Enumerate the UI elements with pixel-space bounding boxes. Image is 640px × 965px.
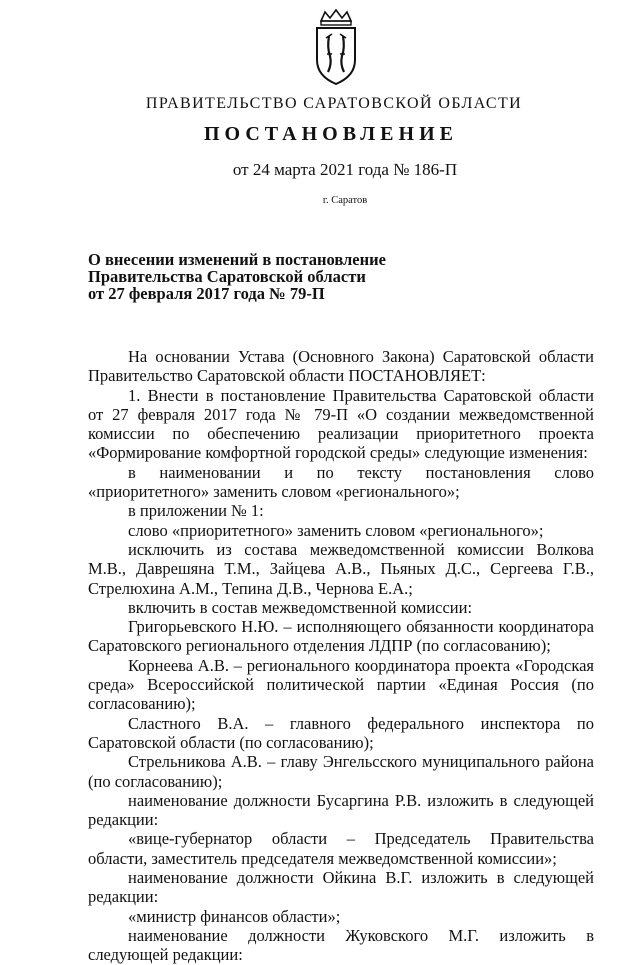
body-paragraph: «вице-губернатор области – Председатель Правительства области, заместитель председателя межведомственной комиссии»; <box>88 829 594 868</box>
city-name: г. Саратов <box>322 195 368 206</box>
body-paragraph: Сластного В.А. – главного федерального инспектора по Саратовской области (по согласованию); <box>88 713 594 752</box>
body-paragraph: включить в состав межведомственной комиссии: <box>128 597 473 617</box>
decree-body <box>88 347 594 965</box>
body-paragraph: наименование должности Жуковского М.Г. изложить в следующей редакции: <box>88 925 594 965</box>
subject-line: Правительства Саратовской области <box>88 267 366 286</box>
body-paragraph: «министр финансов области»; <box>128 906 341 926</box>
body-paragraph: исключить из состава межведомственной комиссии Волкова М.В., Даврешяна Т.М., Зайцева А.В., Пьяных Д.С., Сергеева Г.В., Стрелюхина А.М., Тепина Д.В., Чернова Е.А.; <box>88 539 594 598</box>
government-name: ПРАВИТЕЛЬСТВО САРАТОВСКОЙ ОБЛАСТИ <box>145 95 523 112</box>
body-paragraph: слово «приоритетного» заменить словом «регионального»; <box>128 520 544 540</box>
body-paragraph: наименование должности Бусаргина Р.В. изложить в следующей редакции: <box>88 790 594 830</box>
subject-line: О внесении изменений в постановление <box>88 250 386 269</box>
coat-of-arms-icon <box>313 8 359 86</box>
body-paragraph: Корнеева А.В. – регионального координатора проекта «Городская среда» Всероссийской политической партии «Единая Россия (по согласованию); <box>88 655 594 714</box>
body-paragraph: На основании Устава (Основного Закона) Саратовской области Правительство Саратовской области ПОСТАНОВЛЯЕТ: <box>88 347 594 386</box>
body-paragraph: в наименовании и по тексту постановления слово «приоритетного» заменить словом «регионального»; <box>88 462 594 502</box>
body-paragraph: Григорьевского Н.Ю. – исполняющего обязанности координатора Саратовского регионального отделения ЛДПР (по согласованию); <box>88 617 594 656</box>
body-paragraph: наименование должности Ойкина В.Г. изложить в следующей редакции: <box>88 868 594 907</box>
document-type: ПОСТАНОВЛЕНИЕ <box>204 123 458 145</box>
decree-date-number: от 24 марта 2021 года № 186-П <box>232 160 458 179</box>
body-paragraph: 1. Внести в постановление Правительства Саратовской области от 27 февраля 2017 года № 79-П «О создании межведомственной комиссии по обеспечению реализации приоритетного проекта «Формирование комфортной городской среды» следующие изменения: <box>88 385 594 463</box>
body-paragraph: в приложении № 1: <box>128 501 264 521</box>
decree-subject <box>88 251 448 302</box>
body-paragraph: Стрельникова А.В. – главу Энгельсского муниципального района (по согласованию); <box>88 752 594 791</box>
subject-line: от 27 февраля 2017 года № 79-П <box>88 284 325 303</box>
